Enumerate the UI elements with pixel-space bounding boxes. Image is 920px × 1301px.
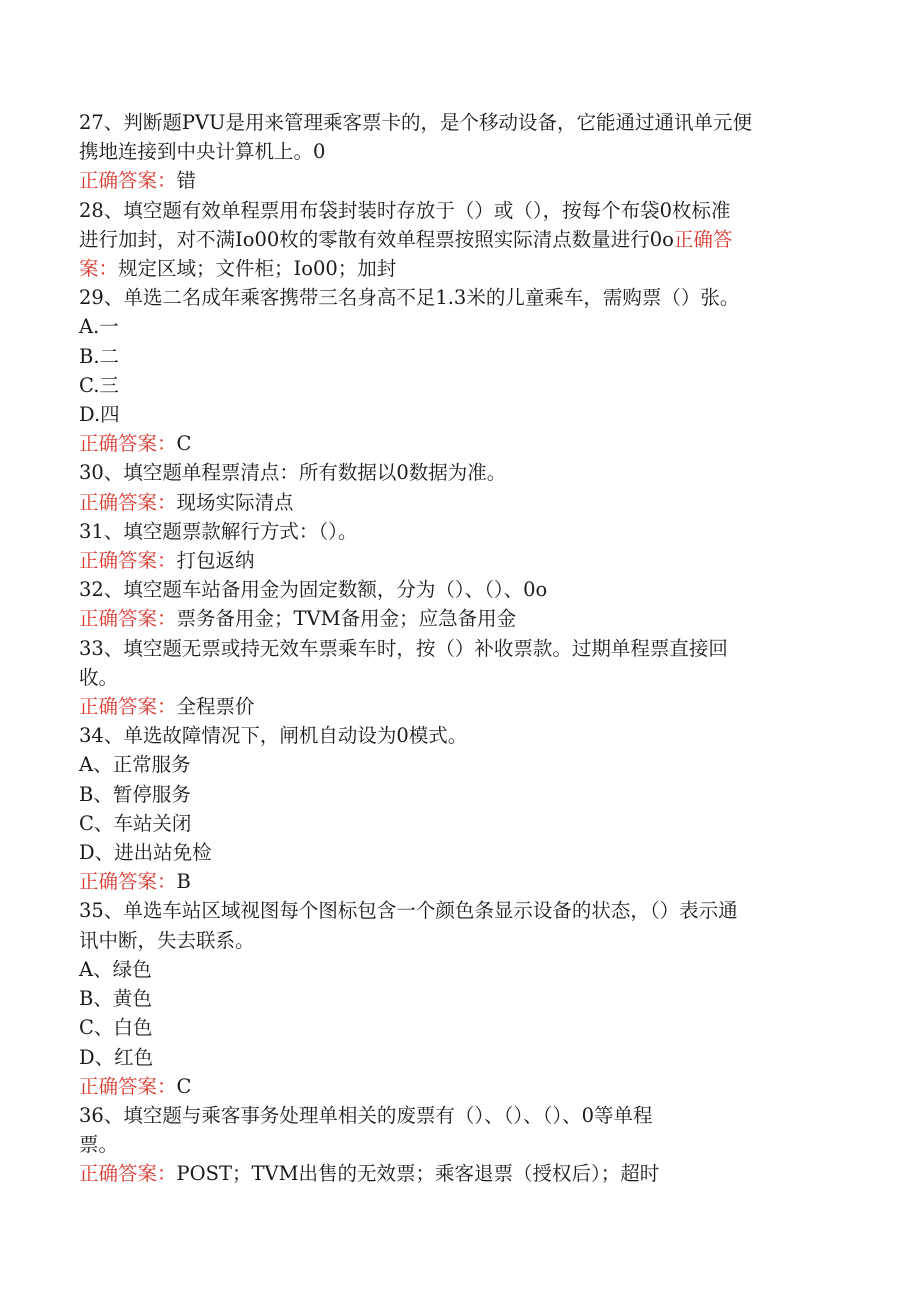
q35-answer bbox=[79, 1072, 824, 1101]
q34-option-b: B、暂停服务 bbox=[79, 782, 191, 806]
q30-answer bbox=[79, 488, 824, 517]
q27-answer bbox=[79, 166, 824, 195]
document-body bbox=[79, 108, 824, 1189]
q28-line-2 bbox=[79, 225, 824, 254]
answer-label: 正确答案： bbox=[79, 1074, 177, 1098]
q28-answer bbox=[79, 254, 824, 283]
q32-answer bbox=[79, 604, 824, 633]
answer-label: 正确答案： bbox=[79, 490, 177, 514]
answer-value: C bbox=[176, 432, 192, 456]
answer-label: 正确答案： bbox=[79, 169, 177, 193]
q34-option-d: D、进出站免检 bbox=[79, 841, 212, 865]
answer-value: 打包返纳 bbox=[176, 549, 255, 573]
answer-value: 票务备用金；TVM备用金；应急备用金 bbox=[176, 607, 517, 631]
q36-answer bbox=[79, 1159, 824, 1188]
q35-line-1: 35、单选车站区域视图每个图标包含一个颜色条显示设备的状态，（）表示通 bbox=[79, 899, 738, 923]
answer-value: 现场实际清点 bbox=[176, 490, 294, 514]
q35-option-d: D、红色 bbox=[79, 1045, 154, 1069]
answer-label: 正确答案： bbox=[79, 549, 177, 573]
q29-option-b: B.二 bbox=[79, 344, 120, 368]
answer-label: 正确答案： bbox=[79, 607, 177, 631]
q35-option-c: C、白色 bbox=[79, 1016, 153, 1040]
answer-label-part-1: 正确答 bbox=[673, 227, 733, 251]
q30-line-1: 30、填空题单程票清点：所有数据以0数据为准。 bbox=[79, 461, 507, 485]
q35-option-a: A、绿色 bbox=[79, 957, 152, 981]
q29-option-a: A.一 bbox=[79, 315, 119, 339]
q34-option-a: A、正常服务 bbox=[79, 753, 191, 777]
q29-option-d: D.四 bbox=[79, 403, 120, 427]
q29-line-1: 29、单选二名成年乘客携带三名身高不足1.3米的儿童乘车，需购票（）张。 bbox=[79, 286, 740, 310]
q34-line-1: 34、单选故障情况下，闸机自动设为0模式。 bbox=[79, 724, 468, 748]
answer-value: 错 bbox=[176, 169, 197, 193]
q35-line-2: 讯中断，失去联系。 bbox=[79, 928, 255, 952]
answer-value: POST；TVM出售的无效票；乘客退票（授权后）；超时 bbox=[176, 1162, 660, 1186]
q28-line-1: 28、填空题有效单程票用布袋封装时存放于（）或（），按每个布袋0枚标准 bbox=[79, 198, 731, 222]
q36-line-2: 票。 bbox=[79, 1133, 119, 1157]
q33-line-1: 33、填空题无票或持无效车票乘车时，按（）补收票款。过期单程票直接回 bbox=[79, 636, 728, 660]
answer-value: 全程票价 bbox=[176, 695, 255, 719]
q29-answer bbox=[79, 429, 824, 458]
q29-option-c: C.三 bbox=[79, 373, 119, 397]
answer-label: 正确答案： bbox=[79, 695, 177, 719]
answer-label: 正确答案： bbox=[79, 870, 177, 894]
answer-value: C bbox=[176, 1074, 192, 1098]
answer-value: B bbox=[176, 870, 191, 894]
q27-line-2: 携地连接到中央计算机上。0 bbox=[79, 140, 326, 164]
q28-line-2-text: 进行加封，对不满Io00枚的零散有效单程票按照实际清点数量进行0o bbox=[79, 227, 674, 251]
q32-line-1: 32、填空题车站备用金为固定数额，分为（）、（）、0o bbox=[79, 578, 548, 602]
q33-answer bbox=[79, 692, 824, 721]
answer-value: 规定区域；文件柜；Io00；加封 bbox=[118, 257, 397, 281]
q35-option-b: B、黄色 bbox=[79, 987, 152, 1011]
answer-label: 正确答案： bbox=[79, 1162, 177, 1186]
q34-option-c: C、车站关闭 bbox=[79, 811, 192, 835]
answer-label-part-2: 案： bbox=[79, 257, 119, 281]
q34-answer bbox=[79, 867, 824, 896]
q31-answer bbox=[79, 546, 824, 575]
q33-line-2: 收。 bbox=[79, 665, 119, 689]
q36-line-1: 36、填空题与乘客事务处理单相关的废票有（）、（）、（）、0等单程 bbox=[79, 1103, 653, 1127]
q27-line-1: 27、判断题PVU是用来管理乘客票卡的，是个移动设备，它能通过通讯单元便 bbox=[79, 111, 752, 134]
answer-label: 正确答案： bbox=[79, 432, 177, 456]
q31-line-1: 31、填空题票款解行方式：（）。 bbox=[79, 519, 358, 543]
